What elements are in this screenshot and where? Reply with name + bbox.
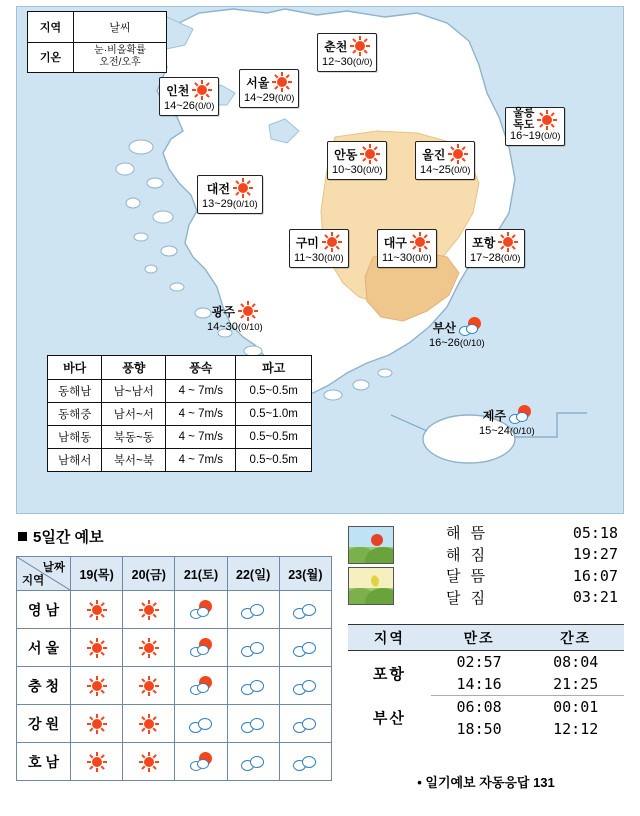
station-name: 춘천 — [324, 39, 348, 54]
sea-area: 남해동 — [48, 426, 102, 449]
station-daegu — [377, 229, 437, 268]
footer-note: • 일기예보 자동응답 131 — [417, 775, 555, 790]
sun-cloud-icon — [509, 405, 531, 425]
forecast-cell — [279, 629, 331, 667]
legend-prob-label — [74, 43, 166, 73]
precip-prob: (0/0) — [352, 57, 373, 68]
sea-col-wind-dir: 풍향 — [102, 356, 166, 380]
sea-col-wave: 파고 — [236, 356, 312, 380]
sea-wind-speed: 4 ~ 7m/s — [166, 426, 236, 449]
forecast-cell — [123, 705, 175, 743]
forecast-cell — [123, 667, 175, 705]
sun-moon-thumbnails — [348, 526, 394, 605]
station-busan — [425, 315, 489, 352]
temp-range: 10~30 — [332, 164, 363, 176]
sun-icon — [360, 144, 380, 164]
sea-area: 동해남 — [48, 380, 102, 403]
forecast-section-title — [18, 526, 103, 547]
forecast-cell — [175, 591, 227, 629]
forecast-cell — [71, 743, 123, 781]
sun-icon — [139, 752, 159, 772]
temp-range: 11~30 — [294, 252, 325, 264]
sea-wind-speed: 4 ~ 7m/s — [166, 403, 236, 426]
station-name: 울진 — [422, 147, 446, 162]
table-header-row — [348, 625, 624, 651]
forecast-cell — [175, 705, 227, 743]
corner-date-label: 날짜 — [42, 562, 65, 574]
temp-range: 17~28 — [470, 252, 501, 264]
precip-prob: (0/0) — [500, 253, 521, 264]
table-header-row — [17, 557, 332, 591]
sun-icon — [238, 301, 258, 321]
table-row — [348, 651, 624, 674]
sun-cloud-icon — [190, 752, 212, 772]
table-header-row — [48, 356, 312, 380]
table-row — [17, 629, 332, 667]
tide-col-low: 간조 — [527, 625, 624, 651]
station-temp — [322, 56, 372, 68]
temp-range: 14~29 — [244, 92, 275, 104]
sun-cloud-icon — [190, 676, 212, 696]
table-row — [48, 449, 312, 472]
forecast-cell — [123, 743, 175, 781]
sea-wave: 0.5~1.0m — [236, 403, 312, 426]
tide-col-region: 지역 — [348, 625, 431, 651]
forecast-day-header: 22(일) — [227, 557, 279, 591]
sea-wind-dir: 북동~동 — [102, 426, 166, 449]
cloud-icon — [241, 715, 265, 733]
table-row — [48, 403, 312, 426]
station-uljin — [415, 141, 475, 180]
moonrise-row — [400, 565, 624, 587]
forecast-region-label: 호남 — [17, 743, 71, 781]
station-name: 구미 — [295, 235, 319, 250]
five-day-forecast-table — [16, 556, 332, 781]
sun-icon — [139, 600, 159, 620]
cloud-icon — [241, 601, 265, 619]
sun-icon — [537, 110, 557, 130]
sun-icon — [87, 600, 107, 620]
forecast-cell — [227, 743, 279, 781]
daytime-scene-icon — [348, 526, 394, 564]
sun-cloud-icon — [190, 600, 212, 620]
station-chuncheon — [317, 33, 377, 72]
legend-prob-line1: 눈·비올확률 — [94, 44, 146, 56]
moonrise-label: 달 뜸 — [446, 568, 489, 586]
station-andong — [327, 141, 387, 180]
cloud-icon — [189, 715, 213, 733]
sun-cloud-icon — [459, 317, 481, 337]
cloud-icon — [241, 639, 265, 657]
forecast-cell — [279, 591, 331, 629]
temp-range: 15~24 — [479, 425, 510, 437]
sun-icon — [272, 72, 292, 92]
sea-wave: 0.5~0.5m — [236, 449, 312, 472]
forecast-day-header: 20(금) — [123, 557, 175, 591]
precip-prob: (0/0) — [324, 253, 344, 264]
cloud-icon — [241, 753, 265, 771]
sea-col-wind-speed: 풍속 — [166, 356, 236, 380]
sun-icon — [139, 638, 159, 658]
sea-wave: 0.5~0.5m — [236, 380, 312, 403]
tide-high-1: 06:08 — [456, 698, 502, 716]
station-temp — [420, 164, 470, 176]
station-name: 부산 — [432, 320, 456, 335]
sun-icon — [192, 80, 212, 100]
precip-prob: (0/0) — [274, 93, 295, 104]
forecast-cell — [71, 591, 123, 629]
precip-prob: (0/0) — [362, 165, 383, 176]
tide-low-2: 12:12 — [553, 720, 599, 738]
tide-high-2: 18:50 — [456, 720, 502, 738]
forecast-cell — [175, 667, 227, 705]
sun-cloud-icon — [190, 638, 212, 658]
forecast-cell — [227, 667, 279, 705]
station-name: 포항 — [472, 235, 496, 250]
sun-icon — [233, 178, 253, 198]
sea-area: 동해중 — [48, 403, 102, 426]
table-row — [48, 380, 312, 403]
precip-prob: (0/0) — [450, 165, 471, 176]
station-name: 울릉 독도 — [513, 107, 535, 131]
station-temp — [510, 130, 560, 142]
legend-weather-label: 날씨 — [109, 21, 131, 34]
tide-region: 부산 — [372, 710, 406, 728]
sun-icon — [139, 676, 159, 696]
forecast-cell — [71, 667, 123, 705]
sea-wind-dir: 남~남서 — [102, 380, 166, 403]
cloud-icon — [293, 639, 317, 657]
moonset-row — [400, 587, 624, 609]
sun-icon — [139, 714, 159, 734]
sun-icon — [87, 638, 107, 658]
station-temp — [470, 252, 520, 264]
sun-icon — [498, 232, 518, 252]
sun-icon — [322, 232, 342, 252]
sea-wind-speed: 4 ~ 7m/s — [166, 449, 236, 472]
station-gumi — [289, 229, 349, 268]
moonset-value: 03:21 — [572, 588, 618, 607]
weather-map — [16, 6, 624, 514]
legend-temp-label: 기온 — [28, 43, 74, 73]
sea-col-area: 바다 — [48, 356, 102, 380]
cloud-icon — [293, 753, 317, 771]
tide-low-2: 21:25 — [527, 673, 624, 696]
tide-table — [348, 624, 624, 740]
moonrise-value: 16:07 — [572, 566, 618, 585]
forecast-cell — [227, 629, 279, 667]
precip-prob: (0/0) — [412, 253, 432, 264]
table-row — [48, 426, 312, 449]
station-daejeon — [197, 175, 263, 214]
sun-icon — [87, 676, 107, 696]
station-temp — [207, 321, 263, 333]
station-temp — [479, 425, 535, 437]
tide-region: 포항 — [372, 665, 406, 683]
station-seoul — [239, 69, 299, 108]
tide-low-1: 08:04 — [553, 653, 599, 671]
sun-icon — [410, 232, 430, 252]
temp-range: 16~19 — [510, 130, 541, 142]
temp-range: 11~30 — [382, 252, 413, 264]
map-legend — [27, 11, 167, 73]
forecast-cell — [279, 743, 331, 781]
sea-wind-speed: 4 ~ 7m/s — [166, 380, 236, 403]
forecast-region-label: 영남 — [17, 591, 71, 629]
forecast-cell — [175, 629, 227, 667]
temp-range: 14~30 — [207, 321, 238, 333]
forecast-cell — [123, 629, 175, 667]
station-ulleung-dokdo — [505, 107, 565, 146]
forecast-cell — [175, 743, 227, 781]
corner-region-label: 지역 — [22, 575, 45, 587]
precip-prob: (0/0) — [194, 101, 215, 112]
precip-prob: (0/10) — [509, 426, 535, 437]
sun-icon — [87, 752, 107, 772]
sun-moon-times — [400, 522, 624, 608]
station-temp — [332, 164, 382, 176]
temp-range: 13~29 — [202, 198, 233, 210]
legend-prob-line2: 오전/오후 — [99, 57, 141, 69]
forecast-cell — [227, 705, 279, 743]
station-name: 인천 — [166, 83, 190, 98]
forecast-region-label: 서울 — [17, 629, 71, 667]
temp-range: 16~26 — [429, 337, 460, 349]
table-row — [17, 591, 332, 629]
tide-high-2: 14:16 — [431, 673, 528, 696]
forecast-cell — [279, 705, 331, 743]
sun-icon — [350, 36, 370, 56]
cloud-icon — [241, 677, 265, 695]
tide-low-1: 00:01 — [553, 698, 599, 716]
station-temp — [429, 337, 485, 349]
station-temp — [294, 252, 344, 264]
station-pohang — [465, 229, 525, 268]
forecast-cell — [123, 591, 175, 629]
sea-wind-dir: 북서~북 — [102, 449, 166, 472]
table-row — [348, 696, 624, 719]
sunrise-row — [400, 522, 624, 544]
legend-region-label: 지역 — [28, 12, 74, 42]
cloud-icon — [293, 715, 317, 733]
sea-wave: 0.5~0.5m — [236, 426, 312, 449]
sunset-row — [400, 544, 624, 566]
sunrise-value: 05:18 — [572, 523, 618, 542]
sunset-label: 해 짐 — [446, 546, 489, 564]
station-temp — [202, 198, 258, 210]
station-temp — [164, 100, 214, 112]
precip-prob: (0/0) — [540, 131, 561, 142]
precip-prob: (0/10) — [232, 199, 258, 210]
station-temp — [382, 252, 432, 264]
forecast-cell — [227, 591, 279, 629]
sea-area: 남해서 — [48, 449, 102, 472]
forecast-region-label: 강원 — [17, 705, 71, 743]
bullet-square-icon — [18, 532, 27, 541]
forecast-day-header: 21(토) — [175, 557, 227, 591]
sun-icon — [448, 144, 468, 164]
forecast-corner-header — [17, 557, 71, 591]
sea-wind-dir: 남서~서 — [102, 403, 166, 426]
sunrise-label: 해 뜸 — [446, 525, 489, 543]
temp-range: 14~25 — [420, 164, 451, 176]
station-name: 안동 — [334, 147, 358, 162]
station-name: 광주 — [211, 304, 235, 319]
tide-high-1: 02:57 — [456, 653, 502, 671]
station-temp — [244, 92, 294, 104]
cloud-icon — [293, 677, 317, 695]
nighttime-scene-icon — [348, 567, 394, 605]
precip-prob: (0/10) — [237, 322, 263, 333]
temp-range: 12~30 — [322, 56, 353, 68]
station-jeju — [475, 403, 539, 440]
forecast-cell — [279, 667, 331, 705]
table-row — [17, 743, 332, 781]
moonset-label: 달 짐 — [446, 589, 489, 607]
table-row — [17, 667, 332, 705]
station-gwangju — [203, 299, 267, 336]
tide-col-high: 만조 — [431, 625, 528, 651]
cloud-icon — [293, 601, 317, 619]
station-name: 대구 — [383, 235, 407, 250]
sun-icon — [87, 714, 107, 734]
forecast-region-label: 충청 — [17, 667, 71, 705]
forecast-title-text: 5일간 예보 — [33, 529, 104, 546]
forecast-day-header: 23(월) — [279, 557, 331, 591]
temp-range: 14~26 — [164, 100, 195, 112]
forecast-cell — [71, 705, 123, 743]
table-row — [17, 705, 332, 743]
forecast-day-header: 19(목) — [71, 557, 123, 591]
precip-prob: (0/10) — [459, 338, 485, 349]
sunset-value: 19:27 — [572, 545, 618, 564]
station-name: 제주 — [482, 408, 506, 423]
station-name: 서울 — [246, 75, 270, 90]
sea-conditions-table — [47, 355, 312, 472]
station-incheon — [159, 77, 219, 116]
forecast-cell — [71, 629, 123, 667]
station-name: 대전 — [206, 181, 230, 196]
